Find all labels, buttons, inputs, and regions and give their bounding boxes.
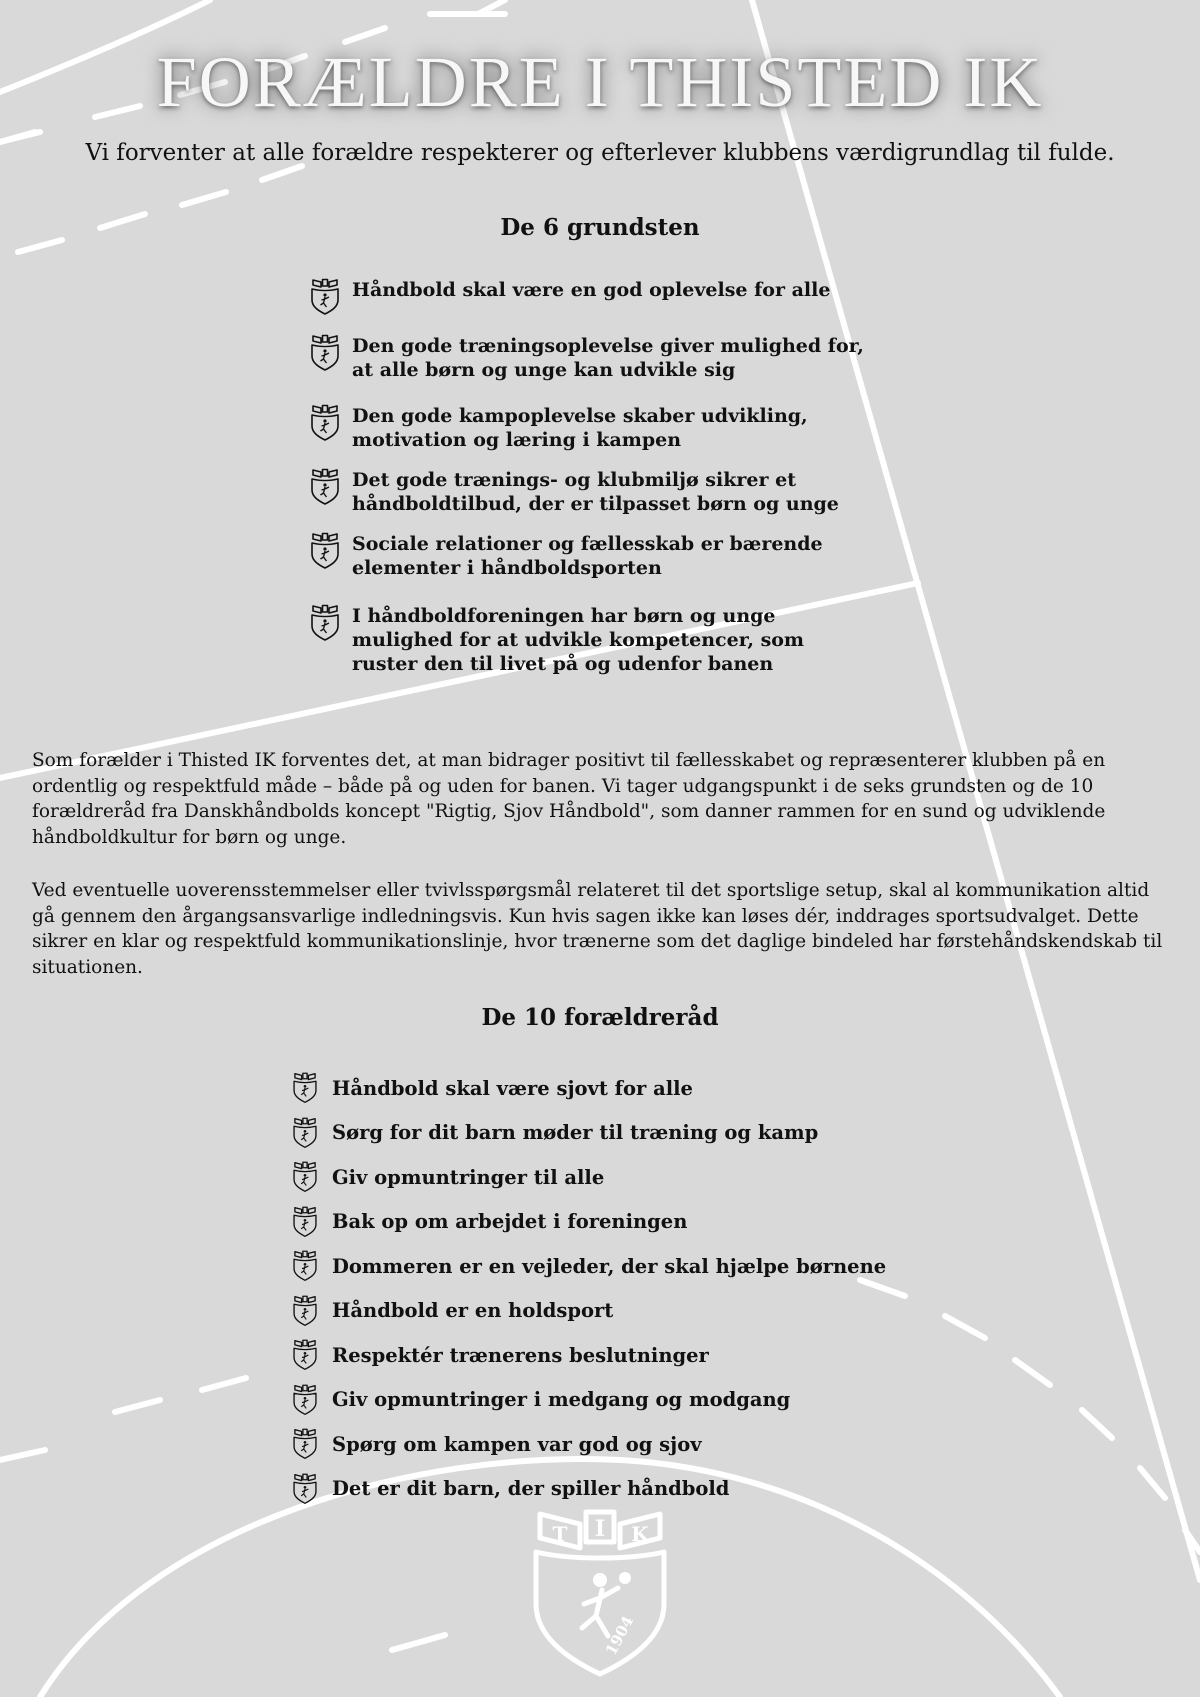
list-item xyxy=(310,278,870,334)
list-item xyxy=(292,1378,892,1423)
list-item xyxy=(310,468,870,532)
list-item xyxy=(292,1333,892,1378)
paragraph-communication: Ved eventuelle uoverensstemmelser eller tvivlsspørgsmål relateret til det sportslige setup, skal al kommunikation altid gå gennem den årgangsansvarlige indledningsvis. Kun hvis sagen ikke kan løses dér, inddrages sportsudvalget. Dette sikrer en klar og respektfuld kommunikationslinje, hvor trænerne som det daglige bindeled har førstehåndskendskab til situationen. xyxy=(32,880,1163,978)
logo-letter: K xyxy=(631,1522,649,1546)
advice-text: Bak op om arbejdet i foreningen xyxy=(332,1210,688,1234)
list-item xyxy=(310,532,870,604)
club-shield-icon xyxy=(310,404,340,442)
advice-text: Håndbold skal være sjovt for alle xyxy=(332,1076,693,1100)
principle-text: Den gode træningsoplevelse giver mulighed for, at alle børn og unge kan udvikle sig xyxy=(352,335,864,381)
club-shield-icon xyxy=(310,278,340,316)
club-shield-icon xyxy=(310,604,340,642)
principle-text: Håndbold skal være en god oplevelse for alle xyxy=(352,279,831,301)
advice-text: Det er dit barn, der spiller håndbold xyxy=(332,1477,730,1501)
list-item xyxy=(292,1111,892,1156)
advice-list xyxy=(292,1066,892,1511)
list-item xyxy=(292,1289,892,1334)
club-shield-icon xyxy=(292,1117,318,1149)
list-item xyxy=(310,404,870,468)
list-item xyxy=(292,1155,892,1200)
list-item xyxy=(310,604,870,684)
club-shield-icon xyxy=(310,334,340,372)
list-item xyxy=(292,1422,892,1467)
principle-text: I håndboldforeningen har børn og unge mulighed for at udvikle kompetencer, som ruster den til livet på og udenfor banen xyxy=(352,605,805,675)
advice-text: Sørg for dit barn møder til træning og kamp xyxy=(332,1121,819,1145)
list-item xyxy=(292,1066,892,1111)
club-shield-icon xyxy=(292,1295,318,1327)
principles-heading: De 6 grundsten xyxy=(500,214,700,241)
logo-letter: T xyxy=(552,1522,568,1546)
list-item xyxy=(292,1244,892,1289)
club-shield-icon xyxy=(292,1384,318,1416)
page-title: FORÆLDRE I THISTED IK xyxy=(156,42,1044,122)
principle-text: Det gode trænings- og klubmiljø sikrer et håndboldtilbud, der er tilpasset børn og unge xyxy=(352,469,839,515)
principle-text: Den gode kampoplevelse skaber udvikling, motivation og læring i kampen xyxy=(352,405,808,451)
advice-text: Håndbold er en holdsport xyxy=(332,1299,614,1323)
club-logo xyxy=(530,1508,670,1678)
club-shield-icon xyxy=(292,1250,318,1282)
club-shield-icon xyxy=(292,1473,318,1505)
club-shield-icon xyxy=(292,1072,318,1104)
advice-text: Dommeren er en vejleder, der skal hjælpe børnene xyxy=(332,1254,887,1278)
list-item xyxy=(310,334,870,404)
list-item xyxy=(292,1467,892,1512)
page-subtitle: Vi forventer at alle forældre respekterer og efterlever klubbens værdigrundlag til fulde. xyxy=(85,140,1115,166)
club-shield-icon xyxy=(292,1206,318,1238)
list-item xyxy=(292,1200,892,1245)
club-shield-icon xyxy=(292,1339,318,1371)
advice-text: Giv opmuntringer i medgang og modgang xyxy=(332,1388,791,1412)
logo-letter: I xyxy=(594,1516,606,1542)
logo-year: 1904 xyxy=(601,1612,638,1659)
club-shield-icon xyxy=(292,1161,318,1193)
advice-text: Respektér trænerens beslutninger xyxy=(332,1343,709,1367)
club-shield-icon xyxy=(310,532,340,570)
advice-heading: De 10 forældreråd xyxy=(481,1004,719,1031)
club-shield-icon xyxy=(292,1428,318,1460)
advice-text: Spørg om kampen var god og sjov xyxy=(332,1432,702,1456)
principles-list xyxy=(310,278,870,684)
club-shield-icon xyxy=(310,468,340,506)
principle-text: Sociale relationer og fællesskab er bærende elementer i håndboldsporten xyxy=(352,533,823,579)
advice-text: Giv opmuntringer til alle xyxy=(332,1165,605,1189)
paragraph-expectations: Som forælder i Thisted IK forventes det, at man bidrager positivt til fællesskabet og repræsenterer klubben på en ordentlig og respektfuld måde – både på og uden for banen. Vi tager udgangspunkt i de seks grundsten og de 10 forældreråd fra Danskhåndbolds koncept "Rigtig, Sjov Håndbold", som danner rammen for en sund og udviklende håndboldkultur for børn og unge. xyxy=(32,750,1106,848)
